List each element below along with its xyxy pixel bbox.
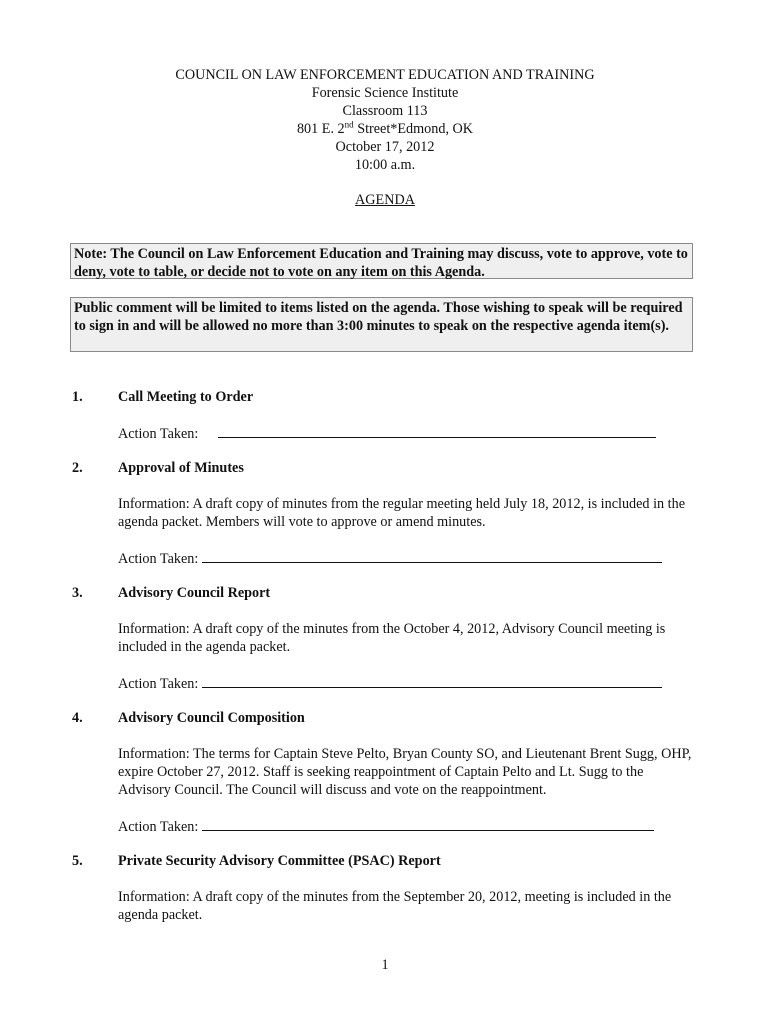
action-taken bbox=[118, 673, 662, 693]
address-street-number: 801 E. 2 bbox=[296, 121, 345, 137]
item-number: 5. bbox=[72, 853, 83, 869]
item-information: Information: A draft copy of the minutes from the September 20, 2012, meeting is included in the agenda packet. bbox=[118, 889, 672, 923]
address-rest: Street*Edmond, OK bbox=[353, 121, 474, 137]
room: Classroom 113 bbox=[342, 103, 428, 119]
action-blank-line bbox=[202, 816, 654, 831]
venue: Forensic Science Institute bbox=[311, 85, 459, 101]
meeting-time: 10:00 a.m. bbox=[354, 157, 416, 173]
item-number: 2. bbox=[72, 460, 83, 476]
item-number: 4. bbox=[72, 710, 83, 726]
document-header bbox=[0, 66, 770, 174]
org-name: COUNCIL ON LAW ENFORCEMENT EDUCATION AND TRAINING bbox=[175, 67, 595, 83]
address-ordinal: nd bbox=[344, 119, 354, 130]
item-title: Advisory Council Composition bbox=[118, 710, 305, 726]
action-taken bbox=[118, 423, 656, 443]
action-label: Action Taken: bbox=[118, 676, 199, 692]
action-blank-line bbox=[202, 548, 662, 563]
action-taken bbox=[118, 548, 662, 568]
page-number: 1 bbox=[381, 957, 389, 973]
notice-voting: Note: The Council on Law Enforcement Education and Training may discuss, vote to approve, vote to deny, vote to table, or decide not to vote on any item on this Agenda. bbox=[70, 243, 693, 279]
action-taken bbox=[118, 816, 654, 836]
action-label: Action Taken: bbox=[118, 551, 199, 567]
item-number: 1. bbox=[72, 389, 83, 405]
notice-public-comment: Public comment will be limited to items listed on the agenda. Those wishing to speak will be required to sign in and will be allowed no more than 3:00 minutes to speak on the respective agenda item(s). bbox=[70, 297, 693, 352]
meeting-date: October 17, 2012 bbox=[335, 139, 435, 155]
item-title: Approval of Minutes bbox=[118, 460, 244, 476]
action-label: Action Taken: bbox=[118, 426, 199, 442]
action-blank-line bbox=[202, 673, 662, 688]
item-title: Advisory Council Report bbox=[118, 585, 271, 601]
item-information: Information: A draft copy of minutes from the regular meeting held July 18, 2012, is included in the agenda packet. Members will vote to approve or amend minutes. bbox=[118, 496, 685, 530]
address bbox=[0, 120, 770, 138]
item-title: Private Security Advisory Committee (PSAC) Report bbox=[118, 853, 441, 869]
item-information: Information: The terms for Captain Steve Pelto, Bryan County SO, and Lieutenant Brent Sugg, OHP, expire October 27, 2012. Staff is seeking reappointment of Captain Pelto and Lt. Sugg to the Advisory Council. The Council will discuss and vote on the reappointment. bbox=[118, 746, 692, 798]
action-label: Action Taken: bbox=[118, 819, 199, 835]
item-information: Information: A draft copy of the minutes from the October 4, 2012, Advisory Council meeting is included in the agenda packet. bbox=[118, 621, 666, 655]
item-title: Call Meeting to Order bbox=[118, 389, 254, 405]
action-blank-line bbox=[218, 423, 656, 438]
item-number: 3. bbox=[72, 585, 83, 601]
agenda-heading: AGENDA bbox=[355, 192, 415, 208]
